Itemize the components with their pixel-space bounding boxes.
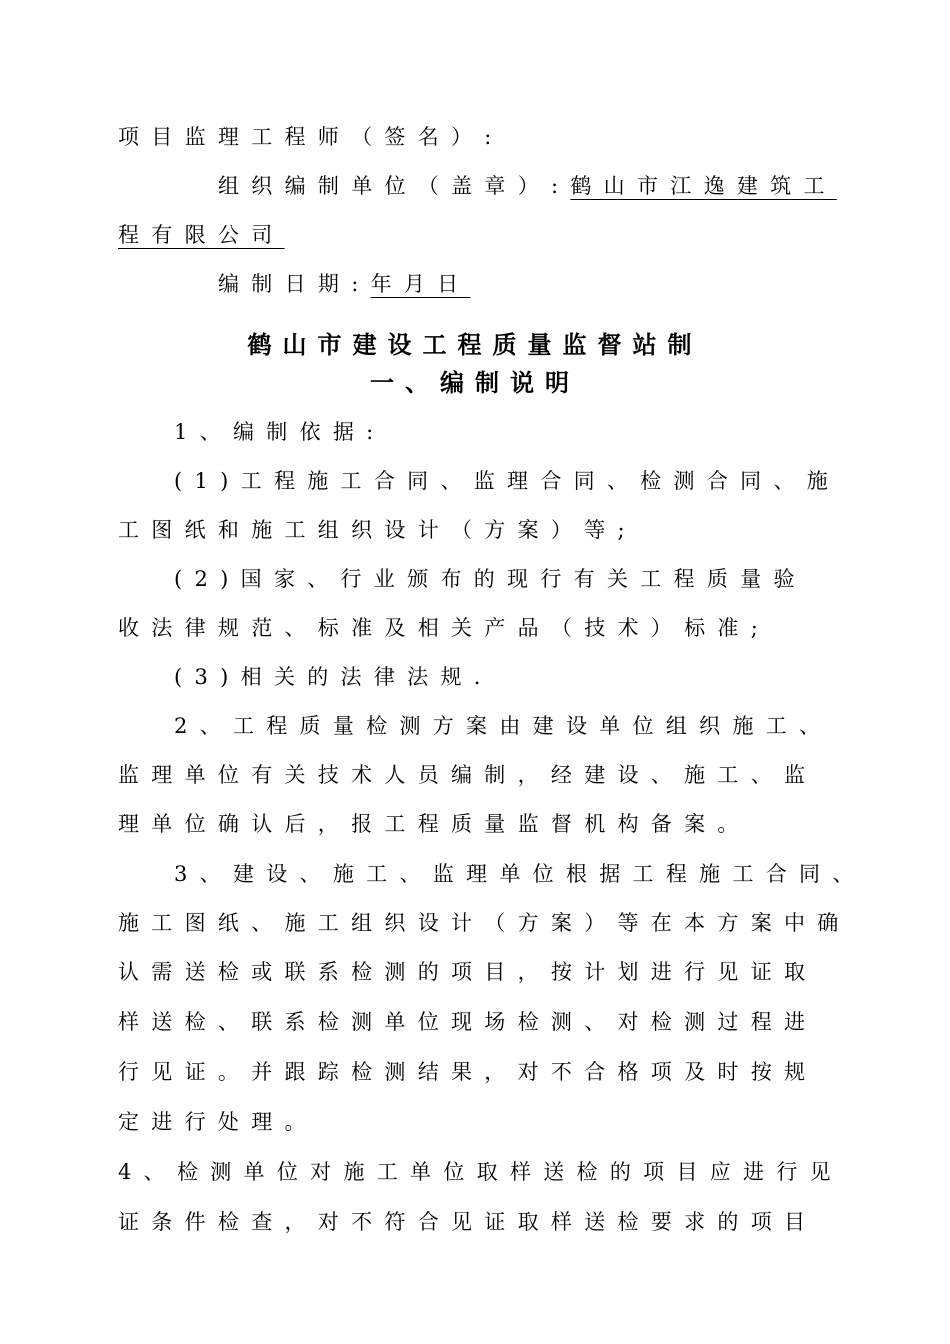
p2-line2: 监理单位有关技术人员编制，经建设、施工、监: [118, 763, 818, 787]
date-label: 编制日期:: [218, 272, 371, 296]
org-line-continued: [118, 221, 832, 249]
org-name-part1: 鹤山市江逸建筑工: [570, 174, 837, 198]
supervisor-signature-line: [118, 123, 832, 151]
p3-line4: 样送检、联系检测单位现场检测、对检测过程进: [118, 1010, 818, 1034]
date-line: [218, 270, 832, 298]
p1-item1-line1: (1)工程施工合同、监理合同、检测合同、施: [174, 469, 841, 493]
org-label: 组织编制单位（盖章）:: [218, 174, 571, 198]
p2-line1: 2、工程质量检测方案由建设单位组织施工、: [174, 714, 833, 738]
p3-line5: 行见证。并跟踪检测结果，对不合格项及时按规: [118, 1060, 818, 1084]
p1-item3: (3)相关的法律法规.: [174, 665, 493, 689]
p1-item1-line2: 工图纸和施工组织设计（方案）等;: [118, 518, 637, 542]
p1-item2-line1: (2)国家、行业颁布的现行有关工程质量验: [174, 567, 807, 591]
p4-line1: 4、检测单位对施工单位取样送检的项目应进行见: [118, 1160, 843, 1184]
p3-line1: 3、建设、施工、监理单位根据工程施工合同、: [174, 862, 866, 886]
p1-heading: 1、编制依据:: [174, 420, 386, 444]
p3-line2: 施工图纸、施工组织设计（方案）等在本方案中确: [118, 911, 851, 935]
section-title: 一、编制说明: [370, 368, 580, 397]
org-line: [218, 172, 837, 200]
supervisor-signature-label: 项目监理工程师（签名）:: [118, 125, 504, 149]
p3-line6: 定进行处理。: [118, 1110, 318, 1134]
p3-line3: 认需送检或联系检测的项目，按计划进行见证取: [118, 960, 818, 984]
station-title: 鹤山市建设工程质量监督站制: [247, 330, 703, 359]
p2-line3: 理单位确认后，报工程质量监督机构备案。: [118, 812, 751, 836]
date-value: 年月日: [370, 272, 471, 296]
p1-item2-line2: 收法律规范、标准及相关产品（技术）标准;: [118, 616, 771, 640]
org-name-part2: 程有限公司: [118, 223, 285, 247]
p4-line2: 证条件检查，对不符合见证取样送检要求的项目: [118, 1210, 818, 1234]
